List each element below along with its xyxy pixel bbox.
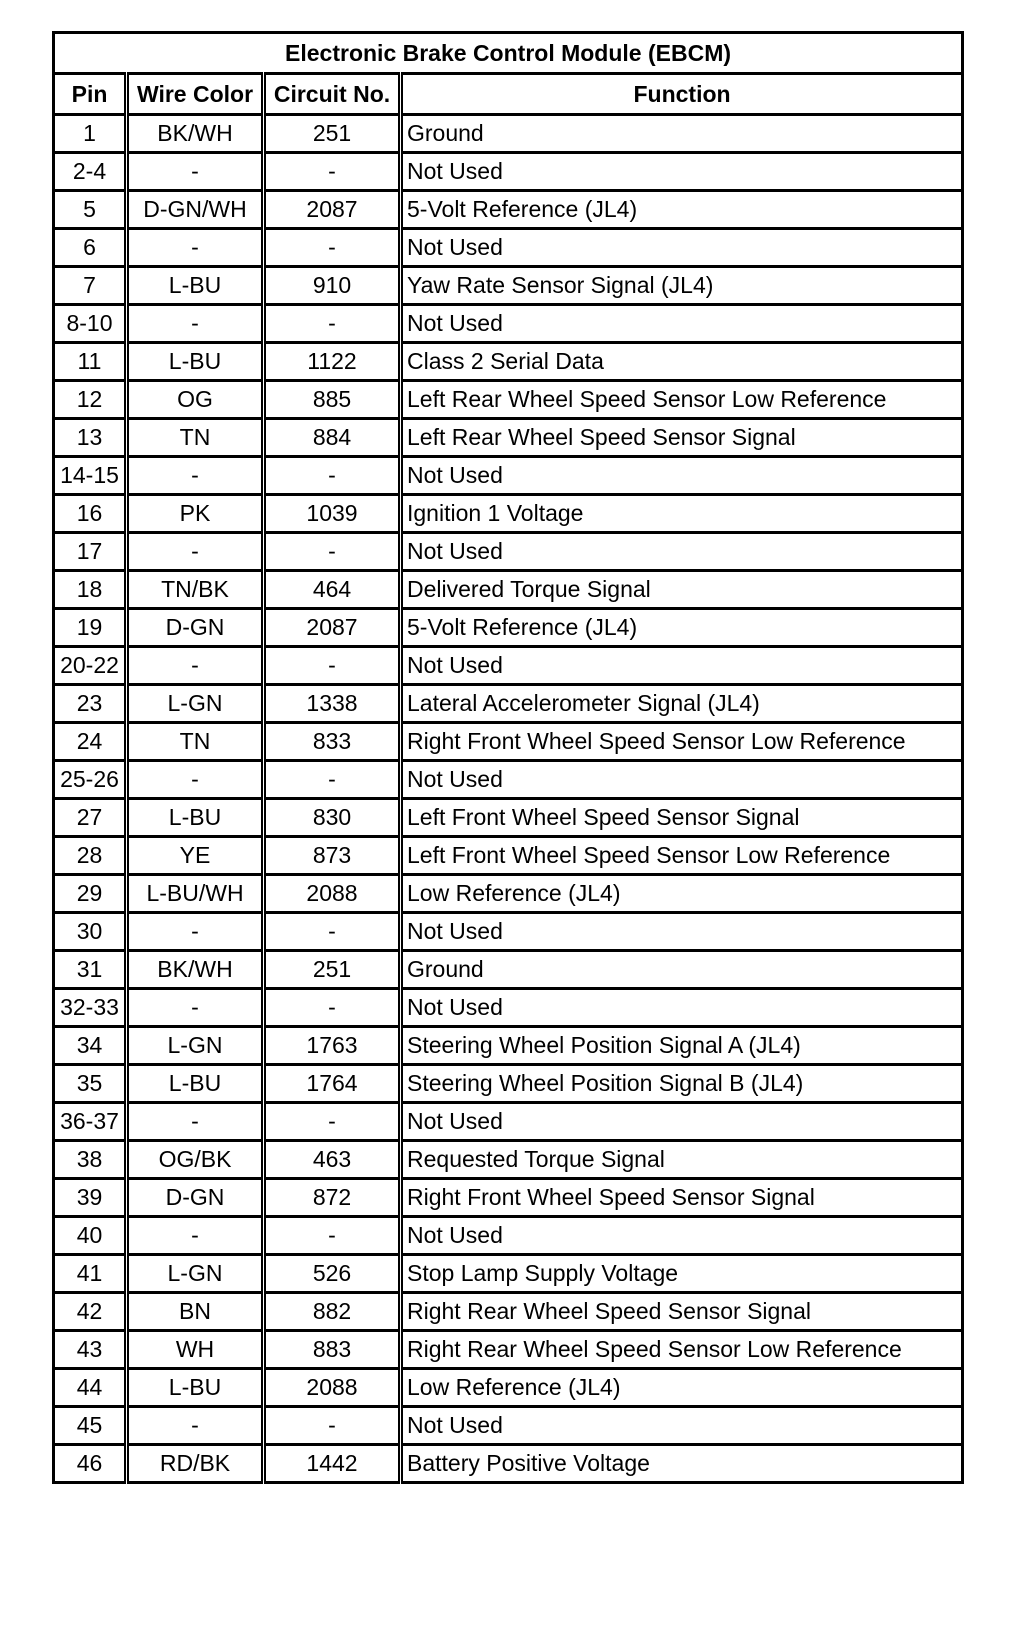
circuit-no-cell: 885 [264, 381, 401, 419]
circuit-no-cell: 464 [264, 571, 401, 609]
wire-color-cell: - [127, 647, 264, 685]
function-cell: Not Used [401, 647, 963, 685]
table-row [54, 1179, 963, 1217]
wire-color-cell: YE [127, 837, 264, 875]
table-row [54, 837, 963, 875]
function-cell: Left Front Wheel Speed Sensor Low Reference [401, 837, 963, 875]
table-row [54, 343, 963, 381]
wire-color-cell: L-BU [127, 1369, 264, 1407]
circuit-no-cell: 873 [264, 837, 401, 875]
circuit-no-cell: - [264, 533, 401, 571]
table-row [54, 647, 963, 685]
pin-cell: 43 [54, 1331, 127, 1369]
pin-cell: 42 [54, 1293, 127, 1331]
pin-cell: 8-10 [54, 305, 127, 343]
wire-color-cell: RD/BK [127, 1445, 264, 1483]
circuit-no-cell: 2088 [264, 1369, 401, 1407]
pin-cell: 40 [54, 1217, 127, 1255]
pin-cell: 24 [54, 723, 127, 761]
table-row [54, 1141, 963, 1179]
function-cell: Not Used [401, 153, 963, 191]
pin-cell: 14-15 [54, 457, 127, 495]
table-row [54, 875, 963, 913]
wire-color-cell: - [127, 1103, 264, 1141]
function-cell: 5-Volt Reference (JL4) [401, 191, 963, 229]
pin-cell: 32-33 [54, 989, 127, 1027]
function-cell: Delivered Torque Signal [401, 571, 963, 609]
pin-cell: 27 [54, 799, 127, 837]
function-cell: Not Used [401, 913, 963, 951]
wire-color-cell: L-BU [127, 799, 264, 837]
table-row [54, 1293, 963, 1331]
circuit-no-cell: 1122 [264, 343, 401, 381]
function-cell: Not Used [401, 533, 963, 571]
wire-color-cell: TN [127, 419, 264, 457]
wire-color-cell: L-GN [127, 1255, 264, 1293]
pin-cell: 20-22 [54, 647, 127, 685]
circuit-no-cell: - [264, 761, 401, 799]
pin-cell: 19 [54, 609, 127, 647]
circuit-no-cell: - [264, 989, 401, 1027]
circuit-no-cell: 251 [264, 951, 401, 989]
wire-color-cell: TN [127, 723, 264, 761]
circuit-no-cell: 882 [264, 1293, 401, 1331]
wire-color-cell: L-BU [127, 1065, 264, 1103]
wire-color-cell: BK/WH [127, 115, 264, 153]
wire-color-cell: - [127, 1217, 264, 1255]
circuit-no-cell: - [264, 305, 401, 343]
table-row [54, 761, 963, 799]
wire-color-cell: WH [127, 1331, 264, 1369]
pin-cell: 25-26 [54, 761, 127, 799]
function-cell: Ignition 1 Voltage [401, 495, 963, 533]
table-title: Electronic Brake Control Module (EBCM) [54, 33, 963, 74]
function-cell: Battery Positive Voltage [401, 1445, 963, 1483]
circuit-no-cell: 2088 [264, 875, 401, 913]
pin-cell: 23 [54, 685, 127, 723]
wire-color-cell: - [127, 457, 264, 495]
function-cell: Right Rear Wheel Speed Sensor Low Reference [401, 1331, 963, 1369]
table-row [54, 115, 963, 153]
wire-color-cell: D-GN [127, 609, 264, 647]
circuit-no-cell: 830 [264, 799, 401, 837]
table-row [54, 799, 963, 837]
pin-cell: 1 [54, 115, 127, 153]
table-row [54, 1217, 963, 1255]
pin-cell: 13 [54, 419, 127, 457]
table-row [54, 495, 963, 533]
table-row [54, 685, 963, 723]
table-row [54, 1407, 963, 1445]
circuit-no-cell: - [264, 153, 401, 191]
table-row [54, 989, 963, 1027]
table-row [54, 305, 963, 343]
function-cell: Not Used [401, 457, 963, 495]
function-cell: Left Rear Wheel Speed Sensor Low Reference [401, 381, 963, 419]
pin-cell: 29 [54, 875, 127, 913]
function-cell: Stop Lamp Supply Voltage [401, 1255, 963, 1293]
pin-cell: 45 [54, 1407, 127, 1445]
column-header-circuit-no: Circuit No. [264, 74, 401, 115]
pin-cell: 31 [54, 951, 127, 989]
wire-color-cell: D-GN [127, 1179, 264, 1217]
circuit-no-cell: 1763 [264, 1027, 401, 1065]
function-cell: Not Used [401, 989, 963, 1027]
function-cell: Low Reference (JL4) [401, 1369, 963, 1407]
pin-cell: 36-37 [54, 1103, 127, 1141]
table-row [54, 419, 963, 457]
table-row [54, 1103, 963, 1141]
function-cell: Not Used [401, 229, 963, 267]
pin-cell: 5 [54, 191, 127, 229]
pin-cell: 44 [54, 1369, 127, 1407]
table-row [54, 1445, 963, 1483]
column-header-function: Function [401, 74, 963, 115]
pin-cell: 34 [54, 1027, 127, 1065]
table-row [54, 191, 963, 229]
wire-color-cell: - [127, 533, 264, 571]
circuit-no-cell: 2087 [264, 191, 401, 229]
circuit-no-cell: 2087 [264, 609, 401, 647]
function-cell: Right Front Wheel Speed Sensor Low Reference [401, 723, 963, 761]
pinout-sheet [52, 31, 961, 1484]
pin-cell: 17 [54, 533, 127, 571]
wire-color-cell: BK/WH [127, 951, 264, 989]
circuit-no-cell: 833 [264, 723, 401, 761]
circuit-no-cell: 884 [264, 419, 401, 457]
circuit-no-cell: - [264, 1217, 401, 1255]
circuit-no-cell: - [264, 647, 401, 685]
circuit-no-cell: 251 [264, 115, 401, 153]
function-cell: Right Front Wheel Speed Sensor Signal [401, 1179, 963, 1217]
wire-color-cell: PK [127, 495, 264, 533]
circuit-no-cell: 526 [264, 1255, 401, 1293]
wire-color-cell: L-BU [127, 343, 264, 381]
pin-cell: 39 [54, 1179, 127, 1217]
wire-color-cell: L-GN [127, 1027, 264, 1065]
table-body [54, 115, 963, 1483]
wire-color-cell: - [127, 305, 264, 343]
pin-cell: 41 [54, 1255, 127, 1293]
table-row [54, 1255, 963, 1293]
table-row [54, 1065, 963, 1103]
pin-cell: 6 [54, 229, 127, 267]
circuit-no-cell: 883 [264, 1331, 401, 1369]
wire-color-cell: - [127, 229, 264, 267]
pin-cell: 11 [54, 343, 127, 381]
function-cell: Not Used [401, 305, 963, 343]
wire-color-cell: - [127, 761, 264, 799]
pin-cell: 7 [54, 267, 127, 305]
circuit-no-cell: 1764 [264, 1065, 401, 1103]
table-row [54, 533, 963, 571]
function-cell: Yaw Rate Sensor Signal (JL4) [401, 267, 963, 305]
wire-color-cell: OG [127, 381, 264, 419]
function-cell: Not Used [401, 761, 963, 799]
circuit-no-cell: - [264, 1103, 401, 1141]
table-row [54, 1369, 963, 1407]
function-cell: Low Reference (JL4) [401, 875, 963, 913]
table-title-row [54, 33, 963, 74]
pin-cell: 2-4 [54, 153, 127, 191]
table-row [54, 267, 963, 305]
function-cell: Lateral Accelerometer Signal (JL4) [401, 685, 963, 723]
table-row [54, 723, 963, 761]
table-row [54, 229, 963, 267]
circuit-no-cell: - [264, 913, 401, 951]
pin-cell: 46 [54, 1445, 127, 1483]
table-row [54, 571, 963, 609]
ebcm-pinout-table [52, 31, 964, 1484]
table-row [54, 457, 963, 495]
column-header-row [54, 74, 963, 115]
pin-cell: 35 [54, 1065, 127, 1103]
table-row [54, 951, 963, 989]
table-row [54, 1331, 963, 1369]
circuit-no-cell: - [264, 229, 401, 267]
function-cell: Left Front Wheel Speed Sensor Signal [401, 799, 963, 837]
pin-cell: 18 [54, 571, 127, 609]
circuit-no-cell: 910 [264, 267, 401, 305]
wire-color-cell: D-GN/WH [127, 191, 264, 229]
function-cell: Steering Wheel Position Signal B (JL4) [401, 1065, 963, 1103]
function-cell: Not Used [401, 1217, 963, 1255]
table-row [54, 1027, 963, 1065]
function-cell: Not Used [401, 1407, 963, 1445]
column-header-pin: Pin [54, 74, 127, 115]
wire-color-cell: L-BU [127, 267, 264, 305]
wire-color-cell: - [127, 989, 264, 1027]
function-cell: Left Rear Wheel Speed Sensor Signal [401, 419, 963, 457]
function-cell: Class 2 Serial Data [401, 343, 963, 381]
table-row [54, 609, 963, 647]
function-cell: Steering Wheel Position Signal A (JL4) [401, 1027, 963, 1065]
wire-color-cell: BN [127, 1293, 264, 1331]
function-cell: Ground [401, 951, 963, 989]
function-cell: Ground [401, 115, 963, 153]
pin-cell: 12 [54, 381, 127, 419]
circuit-no-cell: 872 [264, 1179, 401, 1217]
circuit-no-cell: 1039 [264, 495, 401, 533]
circuit-no-cell: 1442 [264, 1445, 401, 1483]
function-cell: Not Used [401, 1103, 963, 1141]
circuit-no-cell: 463 [264, 1141, 401, 1179]
pin-cell: 30 [54, 913, 127, 951]
wire-color-cell: L-BU/WH [127, 875, 264, 913]
table-row [54, 381, 963, 419]
table-row [54, 913, 963, 951]
wire-color-cell: TN/BK [127, 571, 264, 609]
function-cell: Right Rear Wheel Speed Sensor Signal [401, 1293, 963, 1331]
pin-cell: 28 [54, 837, 127, 875]
pin-cell: 16 [54, 495, 127, 533]
column-header-wire-color: Wire Color [127, 74, 264, 115]
function-cell: 5-Volt Reference (JL4) [401, 609, 963, 647]
wire-color-cell: OG/BK [127, 1141, 264, 1179]
function-cell: Requested Torque Signal [401, 1141, 963, 1179]
table-row [54, 153, 963, 191]
circuit-no-cell: - [264, 457, 401, 495]
circuit-no-cell: 1338 [264, 685, 401, 723]
wire-color-cell: - [127, 913, 264, 951]
wire-color-cell: L-GN [127, 685, 264, 723]
circuit-no-cell: - [264, 1407, 401, 1445]
pin-cell: 38 [54, 1141, 127, 1179]
wire-color-cell: - [127, 1407, 264, 1445]
wire-color-cell: - [127, 153, 264, 191]
